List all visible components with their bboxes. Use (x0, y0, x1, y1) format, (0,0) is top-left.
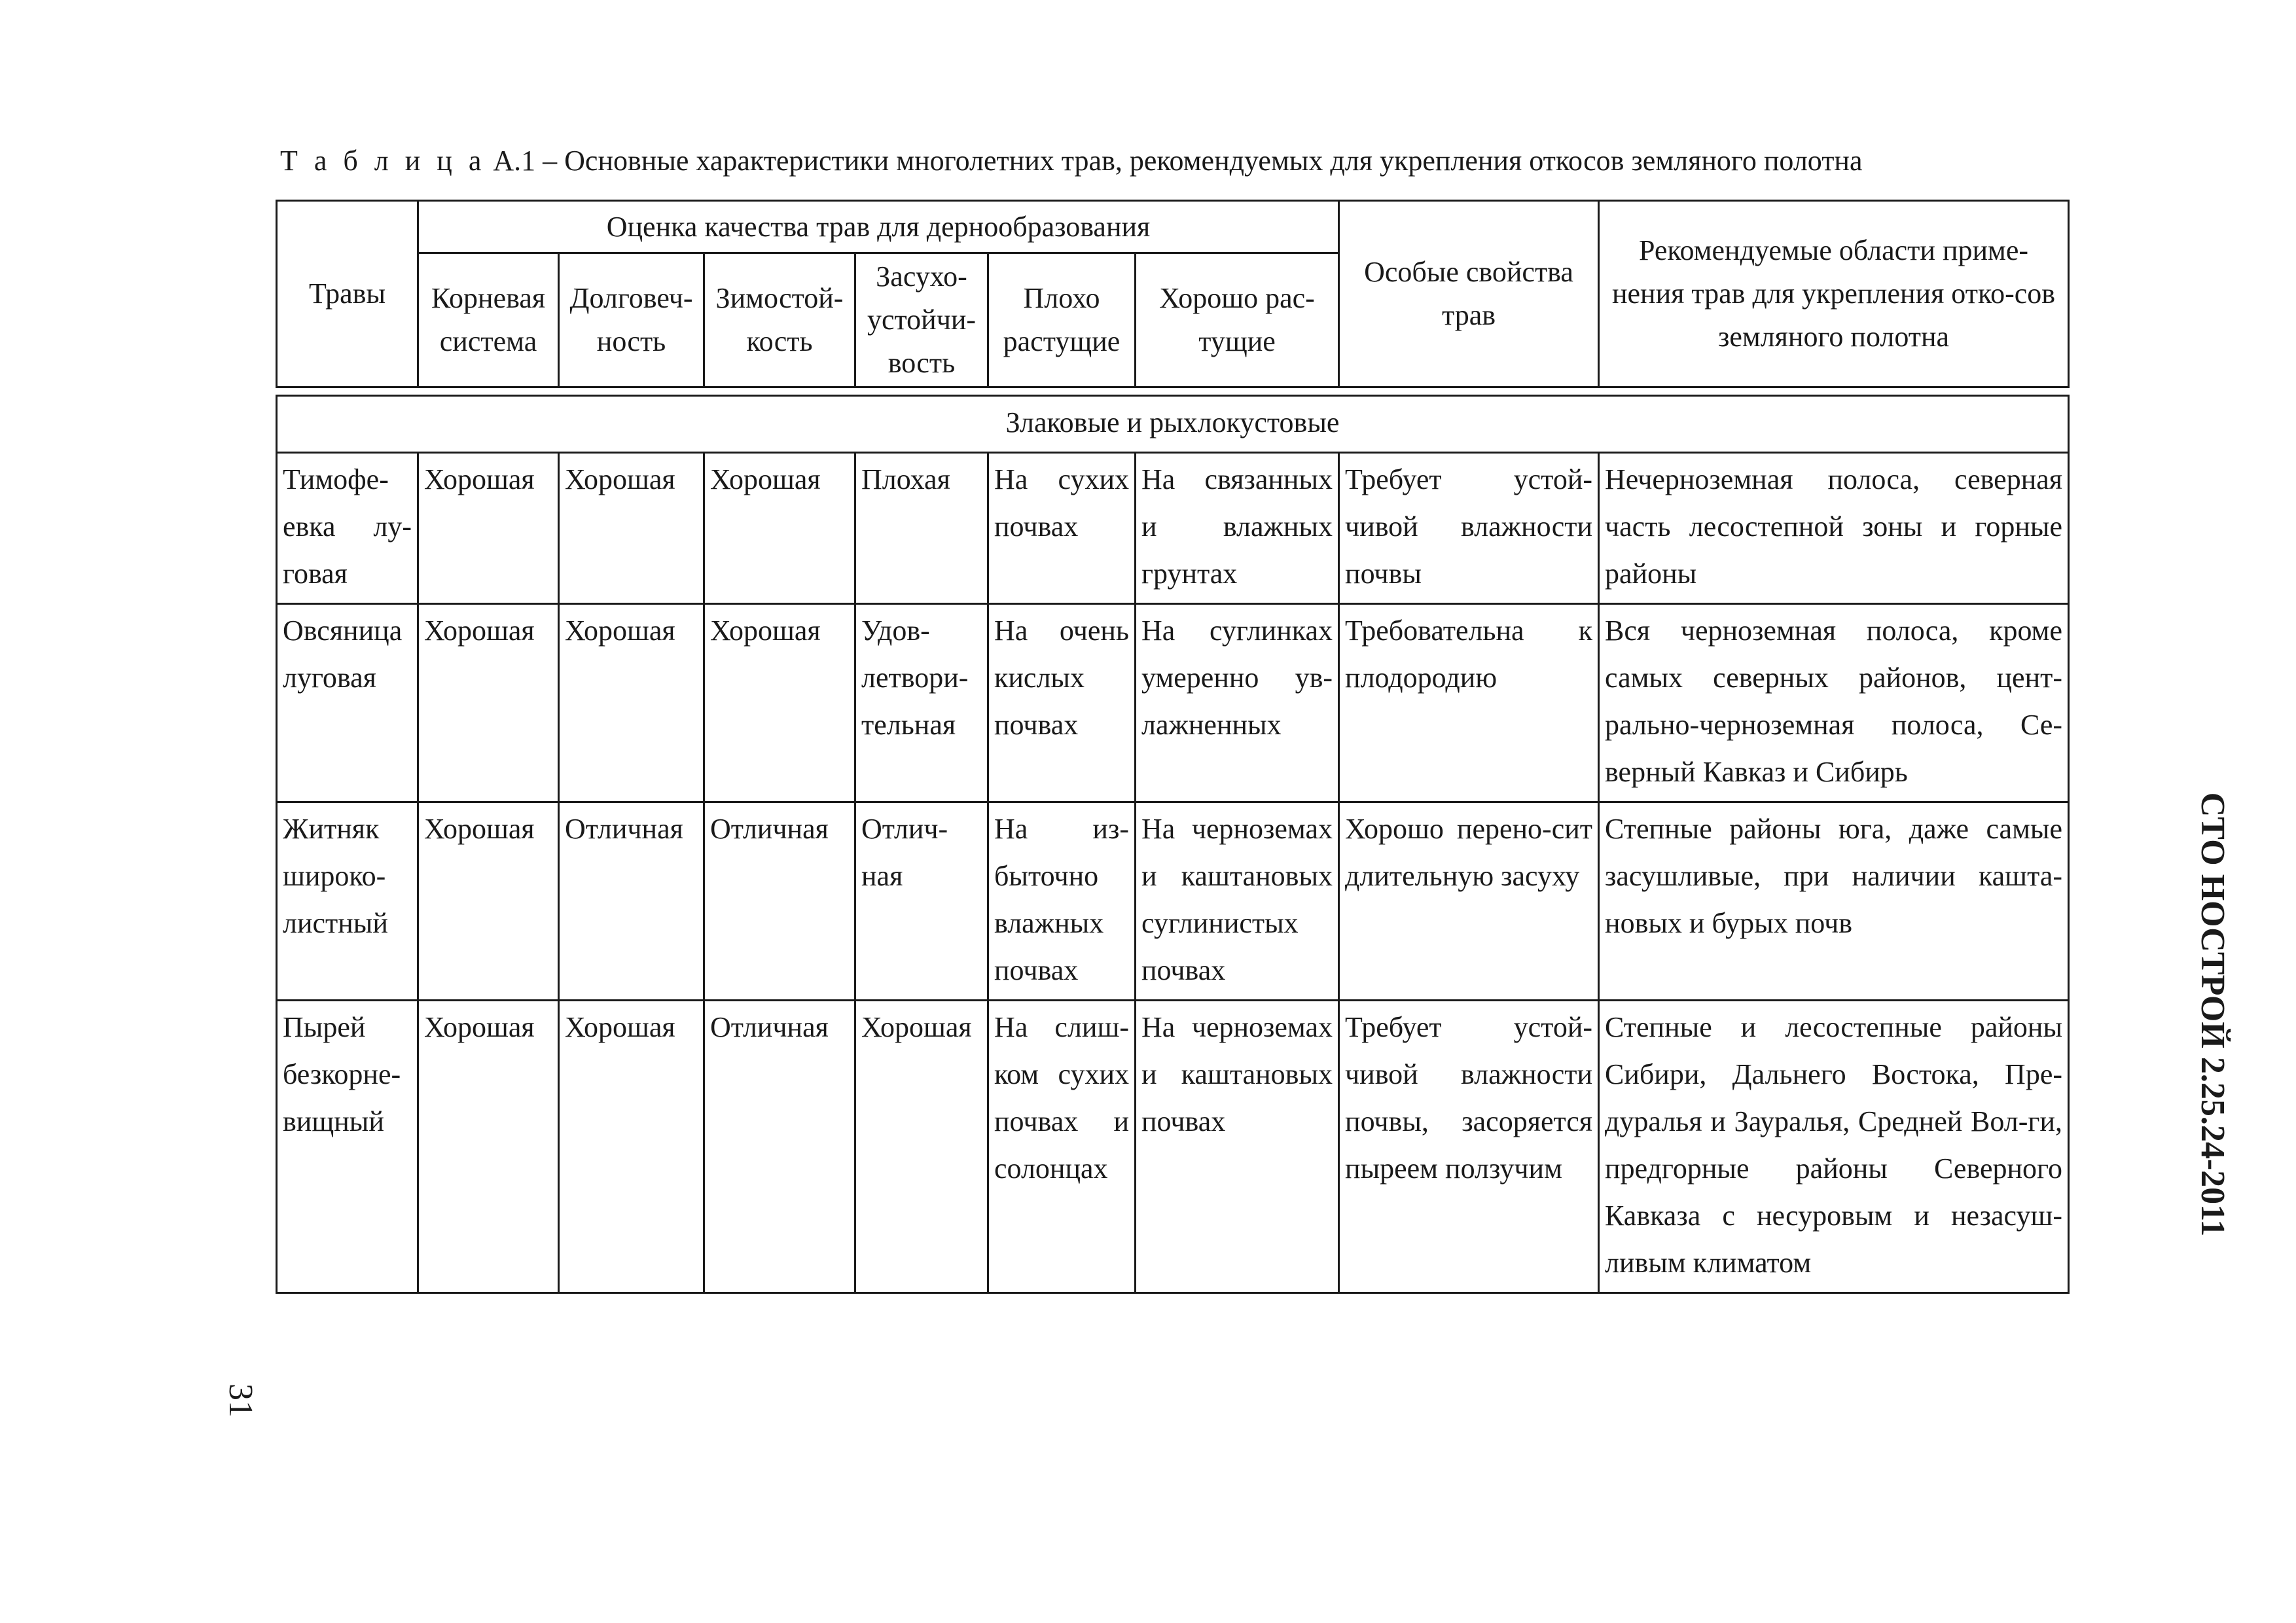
cell-good-growth: На связанных и влажных грунтах (1136, 453, 1339, 604)
header-good-growth: Хорошо рас-тущие (1136, 253, 1339, 387)
cell-longevity: Хорошая (559, 1001, 704, 1293)
header-row-1 (277, 201, 2069, 253)
cell-winter-hardiness: Хорошая (704, 453, 855, 604)
cell-recommended-areas: Степные и лесостепные районы Сибири, Дальнего Востока, Пре-дуралья и Зауралья, Средней Вол-ги, предгорные районы Северного Кавказа с несуровым и незасуш-ливым климатом (1599, 1001, 2069, 1293)
table-caption (280, 143, 2047, 179)
cell-good-growth: На черноземах и каштановых суглинистых почвах (1136, 802, 1339, 1001)
cell-winter-hardiness: Отличная (704, 1001, 855, 1293)
cell-poor-growth: На из-быточно влажных почвах (988, 802, 1136, 1001)
separator-cell (277, 387, 2069, 396)
cell-poor-growth: На сухих почвах (988, 453, 1136, 604)
cell-poor-growth: На слиш-ком сухих почвах и солонцах (988, 1001, 1136, 1293)
grass-characteristics-table (276, 200, 2070, 1294)
cell-poor-growth: На очень кислых почвах (988, 604, 1136, 802)
cell-root-system: Хорошая (418, 453, 559, 604)
cell-recommended-areas: Степные районы юга, даже самые засушливые, при наличии кашта-новых и бурых почв (1599, 802, 2069, 1001)
cell-grass: Пырей безкорне-вищный (277, 1001, 418, 1293)
table-row (277, 604, 2069, 802)
header-drought-resistance: Засухо-устойчи-вость (855, 253, 988, 387)
cell-grass: Тимофе-евка лу-говая (277, 453, 418, 604)
document-code: СТО НОСТРОЙ 2.25.24-2011 (2194, 792, 2231, 1237)
cell-special-properties: Хорошо перено-сит длительную засуху (1339, 802, 1599, 1001)
cell-longevity: Хорошая (559, 453, 704, 604)
cell-good-growth: На черноземах и каштановых почвах (1136, 1001, 1339, 1293)
cell-longevity: Хорошая (559, 604, 704, 802)
header-longevity: Долговеч-ность (559, 253, 704, 387)
caption-text: А.1 – Основные характеристики многолетних трав, рекомендуемых для укрепления откосов земляного полотна (486, 145, 1863, 177)
table-row (277, 453, 2069, 604)
cell-grass: Житняк широко-листный (277, 802, 418, 1001)
cell-root-system: Хорошая (418, 1001, 559, 1293)
header-recommended-areas: Рекомендуемые области приме-нения трав для укрепления отко-сов земляного полотна (1599, 201, 2069, 387)
table-row (277, 802, 2069, 1001)
header-winter-hardiness: Зимостой-кость (704, 253, 855, 387)
cell-special-properties: Требует устой-чивой влажности почвы (1339, 453, 1599, 604)
cell-winter-hardiness: Хорошая (704, 604, 855, 802)
cell-drought-resistance: Отлич-ная (855, 802, 988, 1001)
cell-longevity: Отличная (559, 802, 704, 1001)
cell-special-properties: Требует устой-чивой влажности почвы, засоряется пыреем ползучим (1339, 1001, 1599, 1293)
group-title: Злаковые и рыхлокустовые (277, 396, 2069, 453)
group-row (277, 396, 2069, 453)
cell-root-system: Хорошая (418, 802, 559, 1001)
cell-winter-hardiness: Отличная (704, 802, 855, 1001)
header-root-system: Корневая система (418, 253, 559, 387)
cell-drought-resistance: Хорошая (855, 1001, 988, 1293)
header-poor-growth: Плохо растущие (988, 253, 1136, 387)
cell-drought-resistance: Удов-летвори-тельная (855, 604, 988, 802)
header-separator (277, 387, 2069, 396)
header-grass: Травы (277, 201, 418, 387)
cell-special-properties: Требовательна к плодородию (1339, 604, 1599, 802)
caption-lead: Т а б л и ц а (280, 145, 486, 177)
cell-root-system: Хорошая (418, 604, 559, 802)
header-special-properties: Особые свойства трав (1339, 201, 1599, 387)
cell-good-growth: На суглинках умеренно ув-лажненных (1136, 604, 1339, 802)
cell-drought-resistance: Плохая (855, 453, 988, 604)
header-quality-group: Оценка качества трав для дернообразования (418, 201, 1339, 253)
cell-grass: Овсяница луговая (277, 604, 418, 802)
page-number: 31 (222, 1383, 259, 1418)
cell-recommended-areas: Вся черноземная полоса, кроме самых северных районов, цент-рально-черноземная полоса, Се-верный Кавказ и Сибирь (1599, 604, 2069, 802)
cell-recommended-areas: Нечерноземная полоса, северная часть лесостепной зоны и горные районы (1599, 453, 2069, 604)
table-row (277, 1001, 2069, 1293)
